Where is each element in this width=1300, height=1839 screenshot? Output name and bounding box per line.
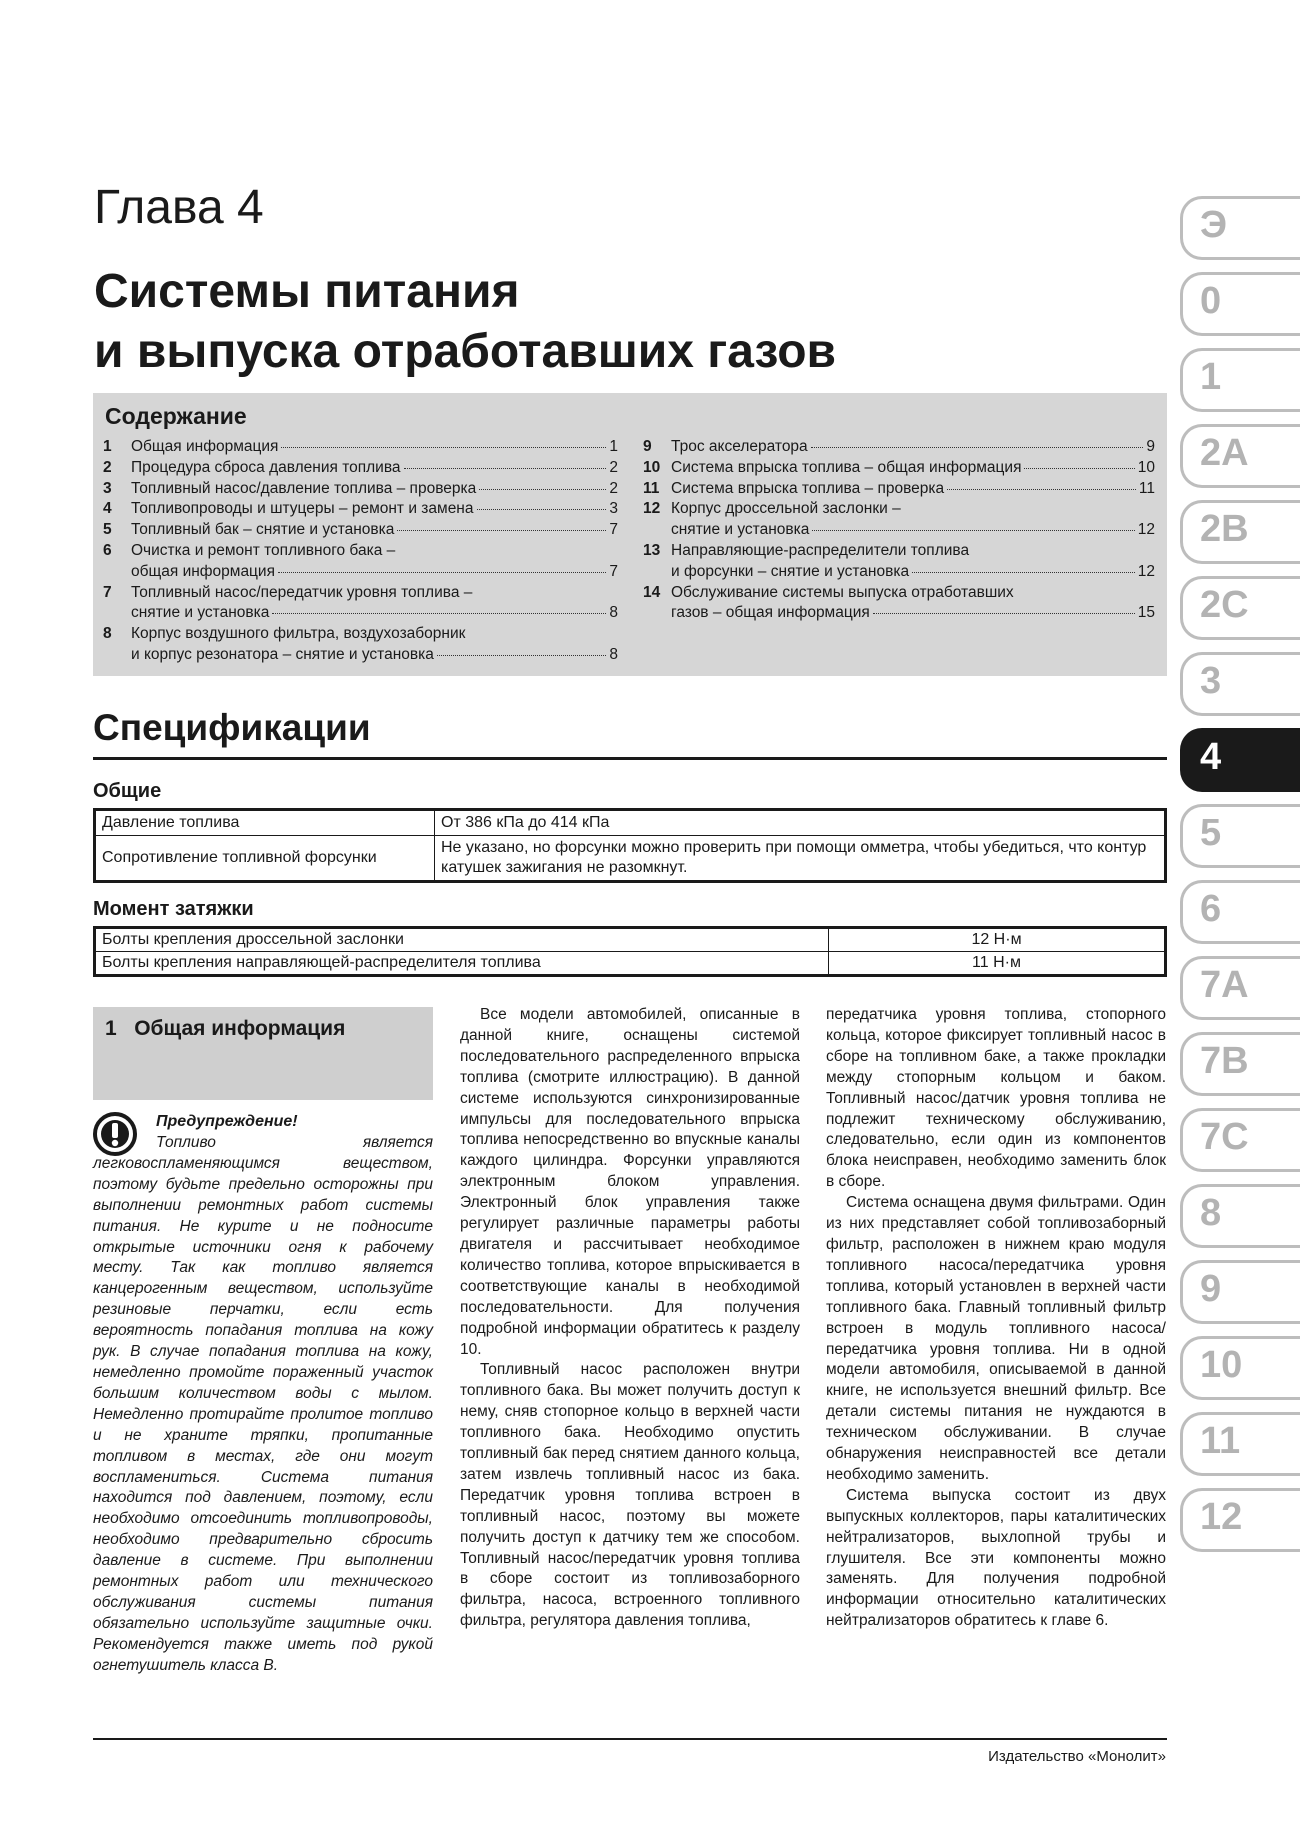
chapter-tabs: [1180, 196, 1300, 1564]
toc-entry-body: [671, 437, 1155, 458]
paragraph: передатчика уровня топлива, стопорного кольца, которое фиксирует топливный насос в сборе на топливном баке, а также прокладки между стопорным кольцом и баком. Топливный насос/датчик уровня топлива не подлежит техническому обслуживанию, следовательно, если один из компонентов блока неисправен, необходимо заменить блок в сборе.: [826, 1006, 1166, 1191]
toc-entry-number: 2: [103, 458, 112, 476]
toc-entry[interactable]: [643, 479, 1155, 500]
toc-entry[interactable]: [103, 583, 618, 625]
chapter-tab[interactable]: [1180, 1488, 1300, 1552]
toc-leader-dots: [404, 468, 607, 469]
specifications-heading: Спецификации: [93, 707, 371, 748]
toc-entry-text: Топливный насос/передатчик уровня топлива –: [131, 583, 473, 601]
toc-entry-line: [671, 541, 1155, 562]
toc-entry-number: 7: [103, 583, 112, 601]
toc-entry-line: [131, 437, 618, 458]
chapter-tab-label: 1: [1200, 356, 1222, 398]
toc-page-number: 12: [1137, 521, 1155, 539]
section-title: [105, 1017, 345, 1041]
chapter-tab-label: 9: [1200, 1268, 1222, 1310]
torque-value: 11 Н·м: [829, 952, 1166, 976]
spec-value: От 386 кПа до 414 кПа: [435, 810, 1166, 836]
toc-entry-text: Процедура сброса давления топлива: [131, 458, 401, 476]
toc-entry-line: [131, 583, 618, 604]
chapter-tab[interactable]: [1180, 196, 1300, 260]
toc-leader-dots: [272, 613, 606, 614]
chapter-tab[interactable]: [1180, 804, 1300, 868]
chapter-tab-label: 7B: [1200, 1040, 1249, 1082]
table-row: [95, 952, 1166, 976]
toc-entry-number: 8: [103, 625, 112, 643]
toc-leader-dots: [873, 613, 1135, 614]
footer-divider: [93, 1738, 1167, 1740]
toc-entry-body: [131, 541, 618, 583]
toc-entry-text: газов – общая информация: [671, 604, 870, 622]
toc-entry[interactable]: [103, 520, 618, 541]
chapter-tab[interactable]: [1180, 272, 1300, 336]
spec-value: Не указано, но форсунки можно проверить при помощи омметра, чтобы убедиться, что контур катушек зажигания не разомкнут.: [435, 836, 1166, 882]
chapter-tab-label: Э: [1200, 204, 1228, 246]
chapter-tab[interactable]: [1180, 1260, 1300, 1324]
toc-entry-line: [671, 562, 1155, 583]
chapter-tab[interactable]: [1180, 1184, 1300, 1248]
toc-entry-text: Трос акселератора: [671, 438, 808, 455]
chapter-tab[interactable]: [1180, 880, 1300, 944]
toc-entry-text: Топливный бак – снятие и установка: [131, 521, 395, 539]
chapter-title-line: и выпуска отработавших газов: [94, 325, 837, 378]
toc-entry-text: общая информация: [131, 562, 275, 580]
chapter-tab-shape: [1180, 652, 1300, 716]
toc-page-number: 1: [609, 438, 618, 455]
text-column-3: [826, 1005, 1166, 1632]
toc-entry[interactable]: [103, 499, 618, 520]
paragraph: Все модели автомобилей, описанные в данной книге, оснащены системой последовательного распределенного впрыска топлива (смотрите иллюстрацию). В данной системе используются синхронизированные импульсы для последовательного впрыска топлива непосредственно во впускные каналы каждого цилиндра. Форсунки управляются электронным блоком управления. Электронный блок управления также регулирует различные параметры работы двигателя и рассчитывает необходимое количество топлива, которое впрыскивается в соответствующие каналы в необходимой последовательности. Для получения подробной информации обратитесь к разделу 10.: [460, 1006, 800, 1358]
chapter-label: Глава 4: [94, 181, 264, 234]
chapter-tab-label: 7A: [1200, 964, 1249, 1006]
toc-leader-dots: [812, 530, 1134, 531]
general-specs-table: [93, 808, 1167, 883]
chapter-tab-shape: [1180, 196, 1300, 260]
toc-page-number: 7: [609, 562, 618, 580]
toc-page-number: 12: [1137, 562, 1155, 580]
chapter-tab-label: 2A: [1200, 432, 1249, 474]
toc-entry[interactable]: [643, 583, 1155, 625]
toc-entry-text: снятие и установка: [131, 604, 270, 622]
toc-entry-text: Очистка и ремонт топливного бака –: [131, 541, 396, 559]
chapter-tab-label: 11: [1200, 1420, 1241, 1462]
toc-entry-number: 10: [643, 458, 661, 476]
chapter-tab-label: 2B: [1200, 508, 1249, 550]
toc-entry-line: [131, 499, 618, 520]
table-row: [95, 928, 1166, 952]
toc-entry-body: [131, 624, 618, 666]
toc-entry-body: [131, 499, 618, 520]
toc-entry-text: Топливный насос/давление топлива – проверка: [131, 479, 477, 497]
chapter-tab-shape: [1180, 1260, 1300, 1324]
text-column-2: [460, 1005, 800, 1632]
chapter-tab-label: 7C: [1200, 1116, 1249, 1158]
torque-label: Болты крепления дроссельной заслонки: [95, 928, 829, 952]
toc-entry-line: [671, 458, 1155, 479]
toc-entry-text: Система впрыска топлива – проверка: [671, 479, 945, 497]
toc-entry-line: [671, 583, 1155, 604]
toc-leader-dots: [278, 572, 606, 573]
toc-left-column: [103, 437, 618, 666]
toc-entry-body: [671, 479, 1155, 500]
toc-entry-text: Топливопроводы и штуцеры – ремонт и замена: [131, 500, 474, 518]
toc-page-number: 15: [1137, 604, 1155, 622]
chapter-tab-shape: [1180, 1184, 1300, 1248]
chapter-tab-shape: [1180, 348, 1300, 412]
toc-entry[interactable]: [643, 541, 1155, 583]
heading-divider: [93, 757, 1167, 760]
paragraph: Система оснащена двумя фильтрами. Один из них представляет собой топливозаборный фильтр, расположен в нижнем краю модуля топливного насоса/передатчика уровня топлива, который установлен в верхней части топливного бака. Главный топливный фильтр встроен в модуль топливного насоса/передатчика уровня топлива. Ни в одной модели автомобиля, описываемой в данной книге, не используется внешний фильтр. Все детали системы питания не нуждаются в техническом обслуживании. В случае обнаружения неисправностей все детали необходимо заменить.: [826, 1194, 1166, 1483]
toc-leader-dots: [477, 509, 607, 510]
paragraph: Топливный насос расположен внутри топливного бака. Вы может получить доступ к нему, сняв стопорное кольцо в верхней части топливного бака. Необходимо опустить топливный бак перед снятием данного кольца, затем извлечь топливный насос из бака. Передатчик уровня топлива встроен в топливный насос, поэтому вы можете получить доступ к датчику тем же способом. Топливный насос/передатчик уровня топлива в сборе состоит из топливозаборного фильтра, насоса, встроенного топливного фильтра, регулятора давления топлива,: [460, 1361, 800, 1630]
table-of-contents: [93, 393, 1167, 676]
toc-entry-number: 14: [643, 583, 661, 601]
toc-entry-text: и форсунки – снятие и установка: [671, 562, 910, 580]
toc-leader-dots: [811, 447, 1144, 448]
chapter-tab-shape: [1180, 880, 1300, 944]
paragraph: Система выпуска состоит из двух выпускных коллекторов, пары каталитических нейтрализаторов, выхлопной трубы и глушителя. Все эти компоненты можно заменять. Для получения подробной информации относительно каталитических нейтрализаторов обратитесь к главе 6.: [826, 1486, 1166, 1630]
toc-entry-line: [131, 645, 618, 666]
toc-entry-line: [131, 520, 618, 541]
toc-entry[interactable]: [643, 437, 1155, 458]
toc-entry[interactable]: [103, 479, 618, 500]
toc-entry-text: Направляющие-распределители топлива: [671, 541, 970, 559]
table-row: [95, 836, 1166, 882]
toc-page-number: 7: [609, 521, 618, 539]
spec-label: Сопротивление топливной форсунки: [95, 836, 435, 882]
chapter-tab-label: 12: [1200, 1496, 1243, 1538]
chapter-tab[interactable]: [1180, 348, 1300, 412]
toc-entry-number: 1: [103, 438, 112, 455]
toc-entry-number: 12: [643, 500, 661, 518]
chapter-tab[interactable]: [1180, 500, 1300, 564]
chapter-title-line: Системы питания: [94, 265, 520, 318]
warning-title: Предупреждение!: [156, 1113, 298, 1130]
section-number: 1: [105, 1017, 117, 1040]
chapter-tab[interactable]: [1180, 652, 1300, 716]
toc-entry[interactable]: [643, 458, 1155, 479]
chapter-tab[interactable]: [1180, 956, 1300, 1020]
chapter-tab-label: 5: [1200, 812, 1222, 854]
toc-entry-body: [671, 499, 1155, 541]
toc-leader-dots: [912, 572, 1135, 573]
toc-entry[interactable]: [103, 458, 618, 479]
toc-page-number: 3: [609, 500, 618, 518]
toc-entry-line: [131, 562, 618, 583]
toc-entry-number: 6: [103, 541, 112, 559]
toc-entry-line: [671, 479, 1155, 500]
chapter-tab[interactable]: [1180, 576, 1300, 640]
toc-entry-body: [671, 541, 1155, 583]
toc-leader-dots: [479, 489, 606, 490]
toc-entry-line: [131, 603, 618, 624]
toc-entry[interactable]: [103, 624, 618, 666]
toc-entry-body: [131, 479, 618, 500]
warning-text: Топливо является легковоспламеняющимся веществом, поэтому будьте предельно осторожны при выполнении ремонтных работ системы питания. Не курите и не подносите открытые источники огня к рабочему месту. Так как топливо является канцерогенным веществом, используйте резиновые перчатки, если есть вероятность попадания топлива на кожу рук. В случае попадания топлива на кожу, немедленно промойте пораженный участок большим количеством воды с мылом. Немедленно протирайте пролитое топливо и не храните тряпки, пропитанные топливом в местах, где они могут воспламениться. Система питания находится под давлением, поэтому, если необходимо отсоединить топливопроводы, необходимо предварительно сбросить давление в системе. При выполнении ремонтных работ или технического обслуживания системы питания обязательно используйте защитные очки. Рекомендуется также иметь под рукой огнетушитель класса B.: [93, 1134, 433, 1674]
section-title-text: Общая информация: [134, 1017, 346, 1040]
toc-entry-number: 9: [643, 438, 652, 455]
toc-entry-text: снятие и установка: [671, 521, 810, 539]
torque-value: 12 Н·м: [829, 928, 1166, 952]
toc-entry-body: [671, 458, 1155, 479]
toc-entry-number: 13: [643, 541, 661, 559]
toc-entry[interactable]: [103, 437, 618, 458]
chapter-tab[interactable]: [1180, 1412, 1300, 1476]
toc-entry-text: Корпус воздушного фильтра, воздухозаборник: [131, 625, 466, 643]
chapter-tab-label: 4: [1200, 736, 1222, 778]
chapter-tab-label: 2C: [1200, 584, 1249, 626]
toc-entry-body: [131, 583, 618, 625]
chapter-title: [94, 262, 836, 382]
toc-leader-dots: [437, 655, 606, 656]
toc-page-number: 2: [609, 479, 618, 497]
toc-page-number: 8: [609, 604, 618, 622]
toc-leader-dots: [1024, 468, 1134, 469]
toc-entry-number: 11: [643, 479, 660, 497]
toc-entry-line: [131, 458, 618, 479]
toc-entry-text: Система впрыска топлива – общая информация: [671, 458, 1022, 476]
toc-entry-text: Корпус дроссельной заслонки –: [671, 500, 901, 518]
chapter-tab-label: 8: [1200, 1192, 1222, 1234]
toc-entry-body: [131, 520, 618, 541]
toc-entry-text: Обслуживание системы выпуска отработавших: [671, 583, 1014, 601]
torque-label: Болты крепления направляющей-распределителя топлива: [95, 952, 829, 976]
chapter-tab-label: 10: [1200, 1344, 1243, 1386]
chapter-tab[interactable]: [1180, 1336, 1300, 1400]
toc-entry-line: [131, 541, 618, 562]
chapter-tab[interactable]: [1180, 424, 1300, 488]
toc-entry-text: и корпус резонатора – снятие и установка: [131, 645, 434, 663]
publisher: Издательство «Монолит»: [988, 1748, 1166, 1765]
toc-right-column: [643, 437, 1155, 624]
toc-entry-number: 5: [103, 521, 112, 539]
toc-entry-text: Общая информация: [131, 438, 279, 455]
toc-entry-number: 3: [103, 479, 112, 497]
toc-entry-line: [671, 499, 1155, 520]
toc-entry-line: [131, 479, 618, 500]
toc-leader-dots: [397, 530, 606, 531]
chapter-tab-shape: [1180, 804, 1300, 868]
toc-entry[interactable]: [643, 499, 1155, 541]
torque-table: [93, 926, 1167, 977]
chapter-tab-shape: [1180, 272, 1300, 336]
toc-entry-body: [131, 437, 618, 458]
torque-heading: Момент затяжки: [93, 898, 254, 920]
table-row: [95, 810, 1166, 836]
toc-entry-line: [131, 624, 618, 645]
section-title-box: [93, 1007, 433, 1100]
toc-page-number: 9: [1146, 438, 1155, 455]
toc-entry-body: [131, 458, 618, 479]
toc-entry-line: [671, 603, 1155, 624]
toc-entry-line: [671, 520, 1155, 541]
spec-label: Давление топлива: [95, 810, 435, 836]
toc-entry[interactable]: [103, 541, 618, 583]
toc-entry-body: [671, 583, 1155, 625]
toc-leader-dots: [947, 489, 1136, 490]
toc-page-number: 10: [1137, 458, 1155, 476]
toc-entry-number: 4: [103, 500, 112, 518]
general-specs-heading: Общие: [93, 780, 162, 802]
toc-page-number: 8: [609, 645, 618, 663]
chapter-tab-label: 6: [1200, 888, 1222, 930]
toc-page-number: 11: [1138, 479, 1155, 497]
toc-page-number: 2: [609, 458, 618, 476]
chapter-tab[interactable]: [1180, 1108, 1300, 1172]
chapter-tab[interactable]: [1180, 728, 1300, 792]
chapter-tab-shape: [1180, 728, 1300, 792]
chapter-tab-label: 0: [1200, 280, 1222, 322]
toc-entry-line: [671, 437, 1155, 458]
chapter-tab-label: 3: [1200, 660, 1222, 702]
toc-heading: Содержание: [105, 403, 247, 429]
chapter-tab[interactable]: [1180, 1032, 1300, 1096]
toc-leader-dots: [281, 447, 606, 448]
